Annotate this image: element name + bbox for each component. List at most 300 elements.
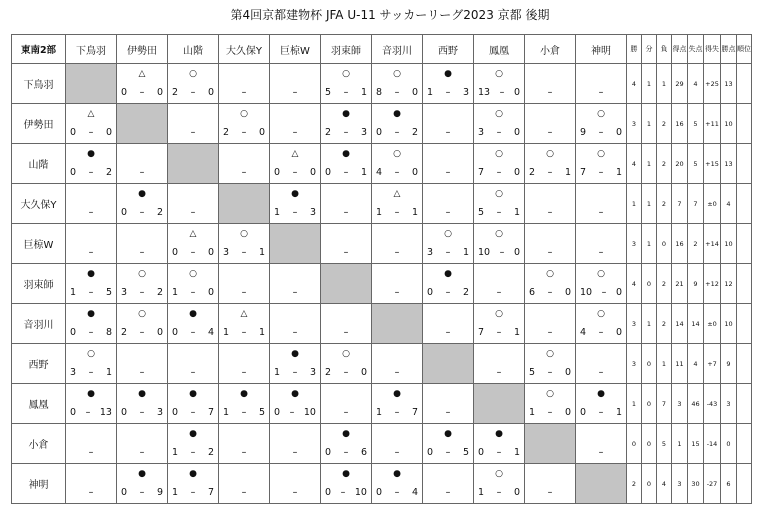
column-header-stat: 勝 xyxy=(627,35,642,64)
score-separator: – xyxy=(496,207,502,218)
column-header-team: 神明 xyxy=(576,35,627,64)
score-for: 0 xyxy=(427,447,434,458)
no-match-dash: – xyxy=(292,487,298,498)
stat-cell: 0 xyxy=(642,424,657,464)
score-against: 0 xyxy=(411,167,418,178)
score-against: 1 xyxy=(258,247,265,258)
result-mark: ○ xyxy=(138,269,146,279)
stat-cell: 46 xyxy=(688,384,704,424)
stat-cell: 7 xyxy=(672,184,688,224)
match-score xyxy=(325,127,367,138)
score-against: 0 xyxy=(615,287,622,298)
no-match-dash: – xyxy=(445,167,451,178)
result-mark: ○ xyxy=(342,69,350,79)
match-score xyxy=(529,287,571,298)
score-against: 0 xyxy=(258,127,265,138)
stat-cell: 16 xyxy=(672,224,688,264)
match-score xyxy=(70,287,112,298)
match-result-cell xyxy=(66,104,117,144)
stat-cell: 0 xyxy=(657,224,672,264)
match-result-cell xyxy=(576,264,627,304)
no-match-dash: – xyxy=(241,487,247,498)
stat-cell: 10 xyxy=(721,304,737,344)
column-header-team: 伊勢田 xyxy=(117,35,168,64)
score-separator: – xyxy=(496,487,502,498)
stat-cell xyxy=(737,184,752,224)
match-result-cell xyxy=(270,424,321,464)
match-result-cell xyxy=(270,104,321,144)
result-mark: ● xyxy=(342,469,350,479)
score-against: 1 xyxy=(411,207,418,218)
result-mark: ● xyxy=(495,429,503,439)
score-against: 0 xyxy=(105,127,112,138)
match-score xyxy=(376,167,418,178)
match-result-cell xyxy=(321,304,372,344)
stat-cell: 0 xyxy=(642,464,657,504)
score-separator: – xyxy=(88,167,94,178)
score-against: 2 xyxy=(105,167,112,178)
match-score xyxy=(70,127,112,138)
row-team-name: 羽束師 xyxy=(12,264,66,304)
match-result-cell xyxy=(474,104,525,144)
match-result-cell xyxy=(117,464,168,504)
match-result-cell xyxy=(423,224,474,264)
stat-cell: 1 xyxy=(642,144,657,184)
stat-cell: 1 xyxy=(642,64,657,104)
score-separator: – xyxy=(496,327,502,338)
match-score xyxy=(70,327,112,338)
match-result-cell xyxy=(168,64,219,104)
score-against: 10 xyxy=(303,407,316,418)
result-mark: ● xyxy=(138,189,146,199)
result-mark: ○ xyxy=(495,309,503,319)
match-result-cell xyxy=(66,184,117,224)
match-score xyxy=(172,447,214,458)
match-score xyxy=(580,287,622,298)
match-score xyxy=(121,327,163,338)
score-separator: – xyxy=(88,367,94,378)
match-result-cell xyxy=(576,144,627,184)
match-result-cell xyxy=(66,424,117,464)
match-result-cell xyxy=(117,64,168,104)
match-result-cell xyxy=(423,64,474,104)
no-match-dash: – xyxy=(292,447,298,458)
row-team-name: 小倉 xyxy=(12,424,66,464)
row-team-name: 神明 xyxy=(12,464,66,504)
stat-cell: 0 xyxy=(642,264,657,304)
score-separator: – xyxy=(547,367,553,378)
score-for: 2 xyxy=(223,127,230,138)
match-score xyxy=(427,287,469,298)
self-match-cell xyxy=(525,424,576,464)
stat-cell: 0 xyxy=(642,384,657,424)
stat-cell: 9 xyxy=(688,264,704,304)
row-team-name: 音羽川 xyxy=(12,304,66,344)
stat-cell: 1 xyxy=(627,384,642,424)
score-separator: – xyxy=(139,407,145,418)
stat-cell: 2 xyxy=(657,144,672,184)
result-mark: ○ xyxy=(597,109,605,119)
match-score xyxy=(376,127,418,138)
match-result-cell xyxy=(66,384,117,424)
match-score xyxy=(223,327,265,338)
score-separator: – xyxy=(241,127,247,138)
stat-cell: ±0 xyxy=(704,304,721,344)
score-separator: – xyxy=(292,207,298,218)
stat-cell: 15 xyxy=(688,424,704,464)
match-result-cell xyxy=(321,424,372,464)
no-match-dash: – xyxy=(598,247,604,258)
no-match-dash: – xyxy=(445,207,451,218)
no-match-dash: – xyxy=(445,327,451,338)
match-result-cell xyxy=(117,264,168,304)
match-result-cell xyxy=(219,424,270,464)
table-row xyxy=(12,384,752,424)
match-result-cell xyxy=(525,464,576,504)
score-separator: – xyxy=(496,447,502,458)
score-for: 4 xyxy=(376,167,383,178)
row-team-name: 伊勢田 xyxy=(12,104,66,144)
match-result-cell xyxy=(168,384,219,424)
stat-cell: 2 xyxy=(657,184,672,224)
match-result-cell xyxy=(117,424,168,464)
score-for: 1 xyxy=(274,207,281,218)
match-score xyxy=(376,407,418,418)
stat-cell: 1 xyxy=(642,104,657,144)
score-against: 3 xyxy=(309,207,316,218)
score-against: 3 xyxy=(462,87,469,98)
score-separator: – xyxy=(190,87,196,98)
score-against: 0 xyxy=(513,247,520,258)
match-score xyxy=(325,167,367,178)
match-result-cell xyxy=(219,464,270,504)
result-mark: ○ xyxy=(87,349,95,359)
match-result-cell xyxy=(474,184,525,224)
score-against: 1 xyxy=(615,407,622,418)
match-result-cell xyxy=(474,144,525,184)
score-for: 0 xyxy=(274,407,281,418)
result-mark: ● xyxy=(393,389,401,399)
result-mark: ● xyxy=(393,109,401,119)
score-separator: – xyxy=(343,367,349,378)
match-result-cell xyxy=(423,464,474,504)
stat-cell: 6 xyxy=(721,464,737,504)
stat-cell: 13 xyxy=(721,64,737,104)
column-header-team: 西野 xyxy=(423,35,474,64)
score-for: 1 xyxy=(223,407,230,418)
result-mark: ● xyxy=(138,469,146,479)
stat-cell: 20 xyxy=(672,144,688,184)
score-for: 0 xyxy=(172,327,179,338)
result-mark: ○ xyxy=(138,309,146,319)
score-against: 0 xyxy=(156,87,163,98)
table-row xyxy=(12,304,752,344)
column-header-team: 音羽川 xyxy=(372,35,423,64)
match-score xyxy=(580,167,622,178)
score-for: 13 xyxy=(478,87,491,98)
score-against: 7 xyxy=(411,407,418,418)
score-for: 0 xyxy=(325,447,332,458)
match-result-cell xyxy=(321,184,372,224)
score-against: 5 xyxy=(105,287,112,298)
column-header-stat: 得点 xyxy=(672,35,688,64)
match-result-cell xyxy=(576,424,627,464)
self-match-cell xyxy=(474,384,525,424)
no-match-dash: – xyxy=(190,127,196,138)
score-against: 0 xyxy=(615,127,622,138)
stat-cell: 7 xyxy=(688,184,704,224)
no-match-dash: – xyxy=(343,247,349,258)
stat-cell: 1 xyxy=(642,184,657,224)
stat-cell: 2 xyxy=(657,304,672,344)
no-match-dash: – xyxy=(343,327,349,338)
column-header-team: 小倉 xyxy=(525,35,576,64)
self-match-cell xyxy=(66,64,117,104)
match-result-cell xyxy=(525,184,576,224)
result-mark: ● xyxy=(342,109,350,119)
table-row xyxy=(12,344,752,384)
match-score xyxy=(274,167,316,178)
stat-cell xyxy=(737,424,752,464)
score-separator: – xyxy=(190,287,196,298)
result-mark: ○ xyxy=(546,149,554,159)
score-for: 1 xyxy=(427,87,434,98)
score-against: 0 xyxy=(207,247,214,258)
match-result-cell xyxy=(117,144,168,184)
result-mark: ○ xyxy=(597,149,605,159)
score-separator: – xyxy=(343,447,349,458)
no-match-dash: – xyxy=(139,367,145,378)
match-result-cell xyxy=(474,264,525,304)
group-label: 東南2部 xyxy=(12,35,66,64)
match-result-cell xyxy=(576,184,627,224)
match-result-cell xyxy=(576,104,627,144)
match-result-cell xyxy=(372,264,423,304)
stat-cell: 4 xyxy=(627,144,642,184)
match-result-cell xyxy=(372,464,423,504)
score-for: 3 xyxy=(121,287,128,298)
match-score xyxy=(172,487,214,498)
score-against: 0 xyxy=(156,327,163,338)
score-separator: – xyxy=(88,327,94,338)
self-match-cell xyxy=(117,104,168,144)
result-mark: ○ xyxy=(495,469,503,479)
score-for: 2 xyxy=(172,87,179,98)
no-match-dash: – xyxy=(547,247,553,258)
no-match-dash: – xyxy=(292,327,298,338)
score-against: 1 xyxy=(513,327,520,338)
score-against: 0 xyxy=(513,127,520,138)
column-header-stat: 負 xyxy=(657,35,672,64)
match-result-cell xyxy=(219,304,270,344)
score-separator: – xyxy=(394,87,400,98)
result-mark: ○ xyxy=(546,349,554,359)
score-separator: – xyxy=(292,167,298,178)
table-row xyxy=(12,144,752,184)
match-score xyxy=(70,167,112,178)
match-result-cell xyxy=(270,304,321,344)
match-result-cell xyxy=(66,344,117,384)
row-team-name: 下鳥羽 xyxy=(12,64,66,104)
stat-cell: 4 xyxy=(657,464,672,504)
score-for: 0 xyxy=(172,247,179,258)
match-score xyxy=(172,287,214,298)
score-for: 3 xyxy=(223,247,230,258)
score-for: 0 xyxy=(274,167,281,178)
score-against: 0 xyxy=(513,167,520,178)
column-header-stat: 分 xyxy=(642,35,657,64)
score-separator: – xyxy=(598,327,604,338)
stat-cell: 3 xyxy=(627,344,642,384)
no-match-dash: – xyxy=(343,407,349,418)
result-mark: ● xyxy=(393,469,401,479)
score-separator: – xyxy=(343,167,349,178)
match-score xyxy=(376,487,418,498)
score-separator: – xyxy=(139,487,145,498)
no-match-dash: – xyxy=(547,487,553,498)
match-result-cell xyxy=(117,184,168,224)
match-score xyxy=(223,247,265,258)
match-score xyxy=(274,207,316,218)
table-row xyxy=(12,264,752,304)
stat-cell: 1 xyxy=(672,424,688,464)
stat-cell: 3 xyxy=(627,224,642,264)
result-mark: ● xyxy=(87,269,95,279)
stat-cell: 0 xyxy=(721,424,737,464)
column-header-stat: 得失 xyxy=(704,35,721,64)
score-separator: – xyxy=(343,87,349,98)
result-mark: ● xyxy=(87,309,95,319)
score-separator: – xyxy=(394,127,400,138)
match-result-cell xyxy=(168,184,219,224)
score-separator: – xyxy=(343,127,349,138)
self-match-cell xyxy=(321,264,372,304)
result-mark: △ xyxy=(393,189,401,199)
stat-cell: 4 xyxy=(627,64,642,104)
score-for: 8 xyxy=(376,87,383,98)
match-score xyxy=(529,367,571,378)
score-for: 0 xyxy=(580,407,587,418)
score-separator: – xyxy=(496,127,502,138)
match-result-cell xyxy=(372,384,423,424)
match-score xyxy=(325,367,367,378)
match-score xyxy=(70,367,112,378)
result-mark: ○ xyxy=(546,269,554,279)
score-for: 10 xyxy=(478,247,491,258)
result-mark: ● xyxy=(444,429,452,439)
stat-cell: 4 xyxy=(627,264,642,304)
no-match-dash: – xyxy=(139,247,145,258)
score-against: 2 xyxy=(462,287,469,298)
match-result-cell xyxy=(270,264,321,304)
result-mark: ○ xyxy=(495,69,503,79)
score-separator: – xyxy=(340,487,346,498)
result-mark: ● xyxy=(189,429,197,439)
match-result-cell xyxy=(423,104,474,144)
match-score xyxy=(172,87,214,98)
self-match-cell xyxy=(576,464,627,504)
match-score xyxy=(478,487,520,498)
column-header-team: 山階 xyxy=(168,35,219,64)
no-match-dash: – xyxy=(190,367,196,378)
match-score xyxy=(121,407,163,418)
result-mark: ○ xyxy=(495,109,503,119)
score-for: 1 xyxy=(376,207,383,218)
match-score xyxy=(580,327,622,338)
match-result-cell xyxy=(372,184,423,224)
result-mark: ● xyxy=(291,349,299,359)
stat-cell: 7 xyxy=(657,384,672,424)
score-for: 0 xyxy=(376,127,383,138)
result-mark: ○ xyxy=(597,269,605,279)
no-match-dash: – xyxy=(496,287,502,298)
result-mark: △ xyxy=(138,69,146,79)
score-against: 1 xyxy=(360,167,367,178)
match-result-cell xyxy=(168,264,219,304)
score-separator: – xyxy=(292,367,298,378)
score-against: 2 xyxy=(156,287,163,298)
match-result-cell xyxy=(66,304,117,344)
score-for: 10 xyxy=(580,287,593,298)
match-score xyxy=(478,447,520,458)
result-mark: ● xyxy=(342,429,350,439)
match-score xyxy=(172,407,214,418)
stat-cell: 2 xyxy=(657,104,672,144)
match-score xyxy=(223,407,265,418)
match-result-cell xyxy=(270,464,321,504)
match-result-cell xyxy=(372,224,423,264)
score-separator: – xyxy=(139,87,145,98)
match-result-cell xyxy=(168,424,219,464)
stat-cell: 1 xyxy=(657,344,672,384)
result-mark: ● xyxy=(189,309,197,319)
result-mark: ● xyxy=(189,389,197,399)
stat-cell: 3 xyxy=(672,464,688,504)
stat-cell: 1 xyxy=(627,184,642,224)
table-row xyxy=(12,424,752,464)
score-for: 2 xyxy=(121,327,128,338)
score-against: 2 xyxy=(156,207,163,218)
match-result-cell xyxy=(321,64,372,104)
score-for: 0 xyxy=(70,407,77,418)
score-for: 4 xyxy=(580,327,587,338)
match-result-cell xyxy=(576,384,627,424)
score-separator: – xyxy=(445,447,451,458)
match-score xyxy=(121,87,163,98)
column-header-team: 鳳凰 xyxy=(474,35,525,64)
result-mark: ○ xyxy=(393,149,401,159)
stat-cell: +7 xyxy=(704,344,721,384)
result-mark: ○ xyxy=(342,349,350,359)
stat-cell: 1 xyxy=(657,64,672,104)
result-mark: ○ xyxy=(189,269,197,279)
match-result-cell xyxy=(576,304,627,344)
match-result-cell xyxy=(66,224,117,264)
score-against: 1 xyxy=(105,367,112,378)
stat-cell: 0 xyxy=(627,424,642,464)
no-match-dash: – xyxy=(241,87,247,98)
match-result-cell xyxy=(270,64,321,104)
result-mark: ● xyxy=(342,149,350,159)
stat-cell: ±0 xyxy=(704,184,721,224)
score-against: 0 xyxy=(207,87,214,98)
no-match-dash: – xyxy=(190,207,196,218)
stat-cell: 4 xyxy=(688,64,704,104)
stat-cell: 14 xyxy=(672,304,688,344)
match-result-cell xyxy=(525,304,576,344)
result-mark: ● xyxy=(291,389,299,399)
match-result-cell xyxy=(525,104,576,144)
